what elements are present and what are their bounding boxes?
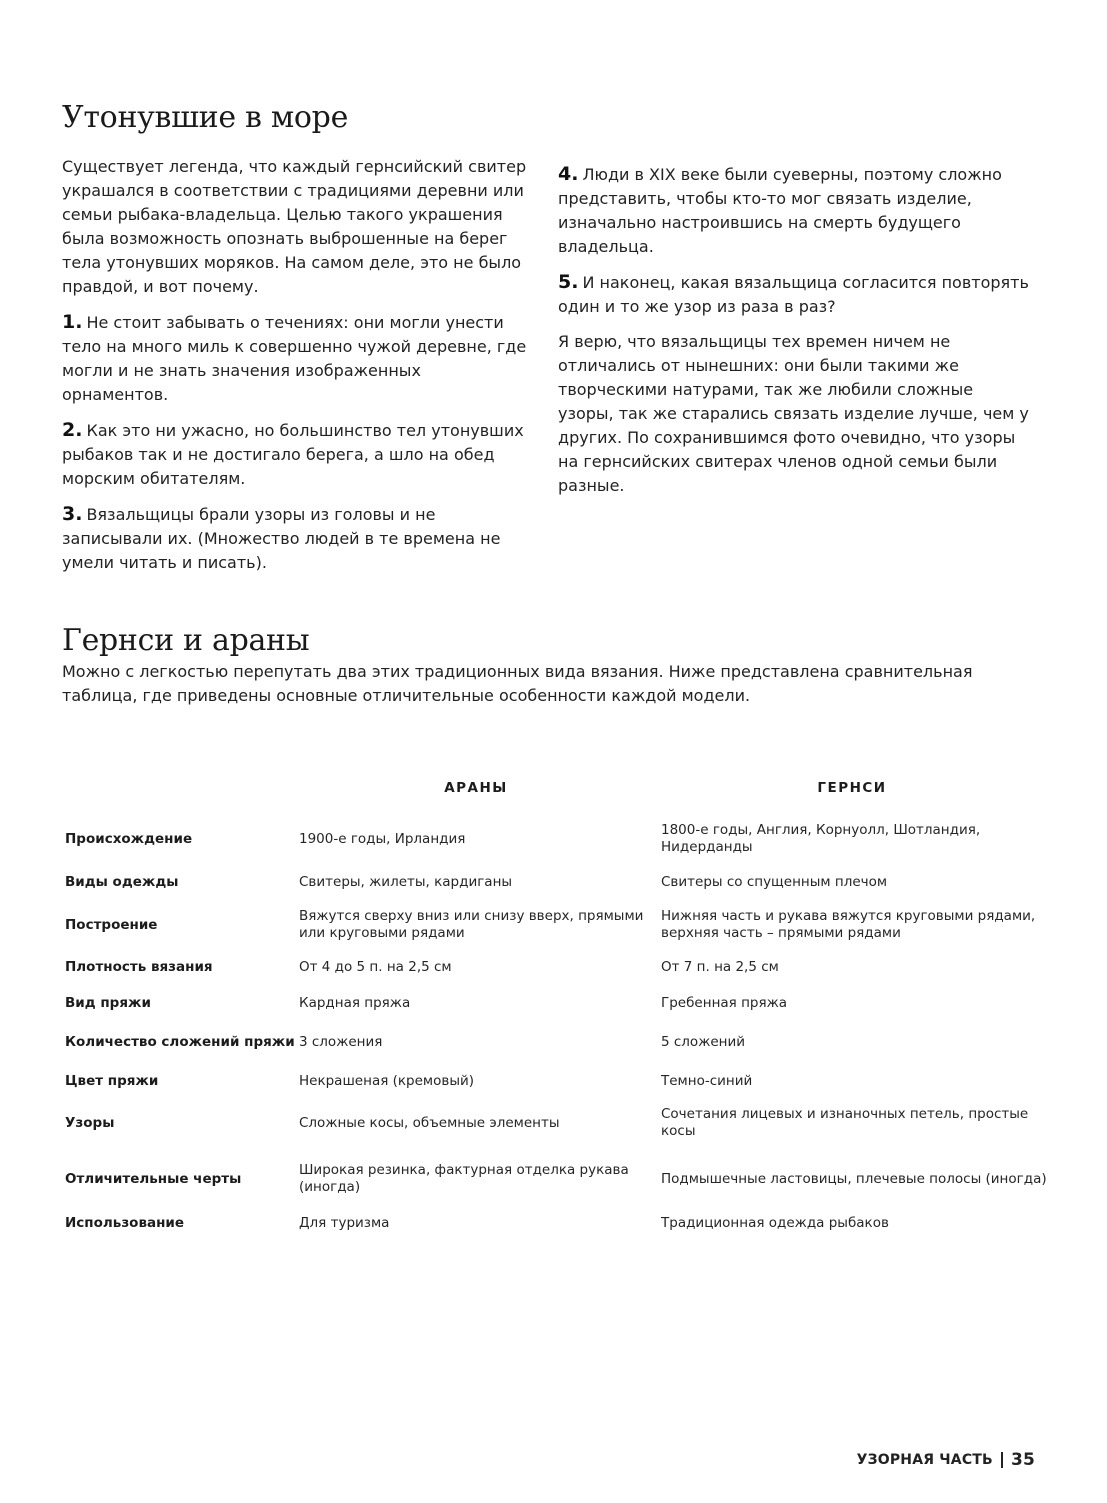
comparison-intro: Можно с легкостью перепутать два этих традиционных вида вязания. Ниже представлена сравнительная таблица, где приведены основные отличительные особенности каждой модели. <box>62 662 973 705</box>
section-title-guernsey-aran: Гернси и араны <box>62 623 310 658</box>
point-number: 3. <box>62 503 83 525</box>
point-text: Как это ни ужасно, но большинство тел утонувших рыбаков так и не достигало берега, а шло на обед морским обитателям. <box>62 421 524 488</box>
row-label: Построение <box>65 916 158 933</box>
point-number: 2. <box>62 419 83 441</box>
aran-cell: 1900-е годы, Ирландия <box>299 830 466 847</box>
row-label: Виды одежды <box>65 873 179 890</box>
point-3 <box>62 502 532 575</box>
guernsey-cell: Гребенная пряжа <box>661 994 788 1011</box>
conclusion-paragraph: Я верю, что вязальщицы тех времен ничем не отличались от нынешних: они были такими же творческими натурами, так же любили сложные узоры, так же старались связать изделие лучше, чем у других. По сохранившимся фото очевидно, что узоры на гернсийских свитерах членов одной семьи были разные. <box>558 332 1029 495</box>
table-row <box>62 904 1047 946</box>
table-row <box>62 818 1047 860</box>
row-label: Узоры <box>65 1114 115 1131</box>
aran-cell: Кардная пряжа <box>299 994 411 1011</box>
comparison-table <box>62 780 1047 1238</box>
footer-section-name: УЗОРНАЯ ЧАСТЬ <box>856 1452 993 1468</box>
aran-cell: Для туризма <box>299 1214 390 1231</box>
guernsey-cell: От 7 п. на 2,5 см <box>661 958 779 975</box>
table-row <box>62 1096 1047 1150</box>
footer-divider <box>1001 1452 1003 1468</box>
section-title-drowned: Утонувшие в море <box>62 100 349 135</box>
guernsey-cell: 1800-е годы, Англия, Корнуолл, Шотландия, Нидерданды <box>661 822 981 855</box>
row-label: Использование <box>65 1214 185 1231</box>
table-row <box>62 1150 1047 1208</box>
aran-cell: Свитеры, жилеты, кардиганы <box>299 873 513 890</box>
table-row <box>62 1018 1047 1066</box>
page-number: 35 <box>1010 1450 1035 1470</box>
point-number: 1. <box>62 311 83 333</box>
guernsey-cell: Подмышечные ластовицы, плечевые полосы (иногда) <box>661 1170 1047 1187</box>
aran-cell: Сложные косы, объемные элементы <box>299 1114 560 1131</box>
guernsey-cell: Темно-синий <box>661 1072 753 1089</box>
guernsey-cell: Свитеры со спущенным плечом <box>661 873 888 890</box>
guernsey-cell: Сочетания лицевых и изнаночных петель, простые косы <box>661 1106 1029 1139</box>
left-column <box>62 155 532 586</box>
guernsey-cell: Традиционная одежда рыбаков <box>661 1214 889 1231</box>
aran-cell: От 4 до 5 п. на 2,5 см <box>299 958 452 975</box>
row-label: Цвет пряжи <box>65 1072 159 1089</box>
point-text: Вязальщицы брали узоры из головы и не записывали их. (Множество людей в те времена не умели читать и писать). <box>62 505 501 572</box>
guernsey-cell: Нижняя часть и рукава вяжутся круговыми рядами, верхняя часть – прямыми рядами <box>661 908 1036 941</box>
header-guernsey: ГЕРНСИ <box>817 780 887 796</box>
row-label: Вид пряжи <box>65 994 151 1011</box>
table-row <box>62 988 1047 1018</box>
table-row <box>62 860 1047 904</box>
point-number: 5. <box>558 271 579 293</box>
aran-cell: 3 сложения <box>299 1033 383 1050</box>
header-empty <box>62 780 295 818</box>
row-label: Происхождение <box>65 830 193 847</box>
point-number: 4. <box>558 163 579 185</box>
guernsey-cell: 5 сложений <box>661 1033 746 1050</box>
header-aran: АРАНЫ <box>444 780 508 796</box>
table-row <box>62 946 1047 988</box>
aran-cell: Широкая резинка, фактурная отделка рукава (иногда) <box>299 1162 629 1195</box>
table-header-row <box>62 780 1047 818</box>
row-label: Плотность вязания <box>65 958 213 975</box>
legend-paragraph: Существует легенда, что каждый гернсийский свитер украшался в соответствии с традициями деревни или семьи рыбака-владельца. Целью такого украшения была возможность опознать выброшенные на берег тела утонувших моряков. На самом деле, это не было правдой, и вот почему. <box>62 157 527 296</box>
point-5 <box>558 270 1033 319</box>
table-row <box>62 1066 1047 1096</box>
row-label: Отличительные черты <box>65 1170 242 1187</box>
point-text: Не стоит забывать о течениях: они могли унести тело на много миль к совершенно чужой деревне, где могли и не знать значения изображенных орнаментов. <box>62 313 527 404</box>
point-text: Люди в XIX веке были суеверны, поэтому сложно представить, чтобы кто-то мог связать изделие, изначально настроившись на смерть будущего владельца. <box>558 165 1002 256</box>
page-footer <box>857 1450 1035 1470</box>
point-1 <box>62 310 532 407</box>
point-2 <box>62 418 532 491</box>
point-4 <box>558 162 1033 259</box>
table-row <box>62 1208 1047 1238</box>
right-column <box>558 162 1033 509</box>
row-label: Количество сложений пряжи <box>65 1033 295 1050</box>
aran-cell: Некрашеная (кремовый) <box>299 1072 475 1089</box>
aran-cell: Вяжутся сверху вниз или снизу вверх, прямыми или круговыми рядами <box>299 908 644 941</box>
point-text: И наконец, какая вязальщица согласится повторять один и то же узор из раза в раз? <box>558 273 1029 316</box>
